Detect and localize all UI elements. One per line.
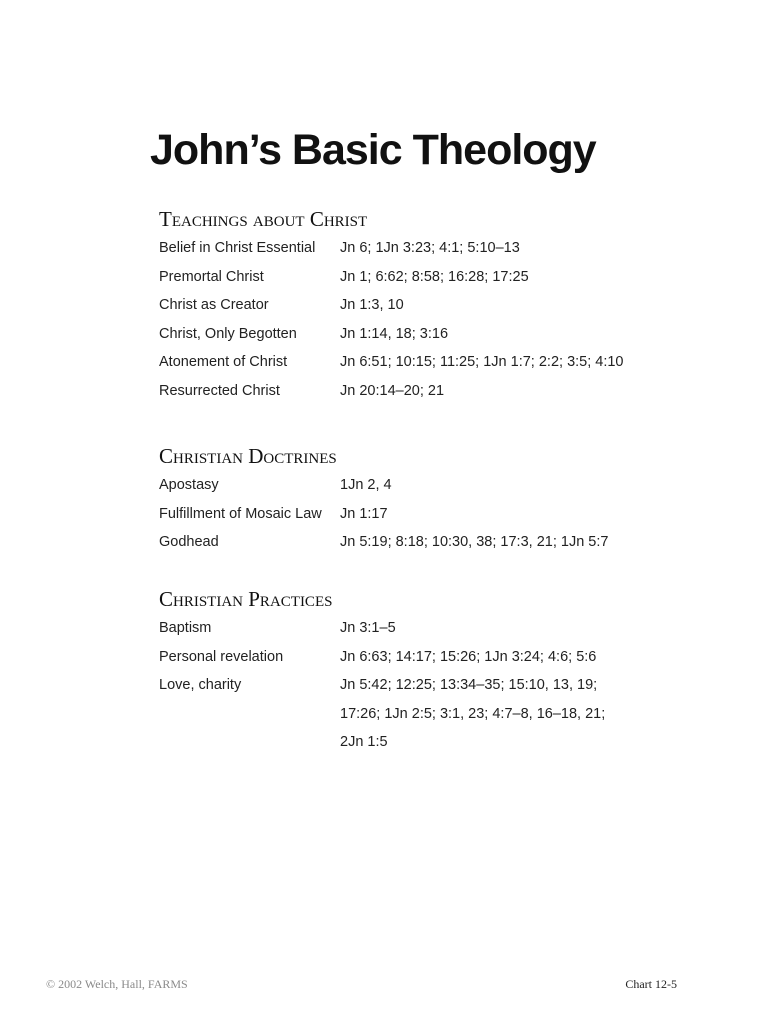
list-item <box>159 263 679 292</box>
section-heading: Christian Doctrines <box>159 444 337 468</box>
chart-label: Chart 12-5 <box>625 977 677 991</box>
scripture-refs <box>340 643 679 672</box>
ref-line: Jn 3:1–5 <box>340 620 396 636</box>
scripture-refs <box>340 614 679 643</box>
section-christian-practices <box>159 584 679 757</box>
list-item <box>159 500 679 529</box>
section-christian-doctrines <box>159 441 679 557</box>
section-heading: Christian Practices <box>159 587 333 611</box>
scripture-refs <box>340 671 679 757</box>
copyright-notice: © 2002 Welch, Hall, FARMS <box>46 977 188 991</box>
ref-line: Jn 20:14–20; 21 <box>340 382 445 399</box>
page-title: John’s Basic Theology <box>150 126 596 174</box>
scripture-refs <box>340 291 679 320</box>
list-item <box>159 348 679 377</box>
term-label: Baptism <box>159 620 212 636</box>
ref-line: Jn 6:63; 14:17; 15:26; 1Jn 3:24; 4:6; 5:6 <box>340 648 597 665</box>
term-label: Resurrected Christ <box>159 382 280 399</box>
ref-line: Jn 1:14, 18; 3:16 <box>340 325 449 342</box>
list-item <box>159 528 679 557</box>
list-item <box>159 643 679 672</box>
ref-line: 17:26; 1Jn 2:5; 3:1, 23; 4:7–8, 16–18, 21; <box>340 705 606 722</box>
list-item <box>159 614 679 643</box>
ref-line: Jn 1:3, 10 <box>340 297 404 313</box>
ref-line: Jn 1; 6:62; 8:58; 16:28; 17:25 <box>340 268 529 285</box>
term-label: Love, charity <box>159 677 242 693</box>
list-item <box>159 291 679 320</box>
scripture-refs <box>340 500 679 529</box>
ref-line: Jn 6:51; 10:15; 11:25; 1Jn 1:7; 2:2; 3:5; 4:10 <box>340 354 624 370</box>
scripture-refs <box>340 320 679 349</box>
section-heading: Teachings about Christ <box>159 207 368 231</box>
scripture-refs <box>340 377 679 406</box>
scripture-refs <box>340 348 679 377</box>
term-label: Christ, Only Begotten <box>159 325 297 342</box>
ref-line: Jn 5:42; 12:25; 13:34–35; 15:10, 13, 19; <box>340 677 598 693</box>
term-label: Apostasy <box>159 477 219 493</box>
term-label: Fulfillment of Mosaic Law <box>159 505 322 522</box>
scripture-refs <box>340 471 679 500</box>
ref-line: Jn 1:17 <box>340 505 388 522</box>
term-label: Premortal Christ <box>159 268 264 285</box>
term-label: Christ as Creator <box>159 297 269 313</box>
list-item <box>159 234 679 263</box>
section-teachings-about-christ <box>159 204 679 405</box>
list-item <box>159 320 679 349</box>
term-label: Personal revelation <box>159 648 284 665</box>
term-label: Atonement of Christ <box>159 354 288 370</box>
scripture-refs <box>340 234 679 263</box>
ref-line: Jn 6; 1Jn 3:23; 4:1; 5:10–13 <box>340 240 520 256</box>
list-item <box>159 377 679 406</box>
scripture-refs <box>340 528 679 557</box>
ref-line: Jn 5:19; 8:18; 10:30, 38; 17:3, 21; 1Jn 5:7 <box>340 534 609 550</box>
ref-line: 2Jn 1:5 <box>340 734 388 750</box>
ref-line: 1Jn 2, 4 <box>340 477 392 493</box>
scripture-refs <box>340 263 679 292</box>
term-label: Belief in Christ Essential <box>159 240 316 256</box>
list-item <box>159 671 679 757</box>
list-item <box>159 471 679 500</box>
term-label: Godhead <box>159 534 219 550</box>
